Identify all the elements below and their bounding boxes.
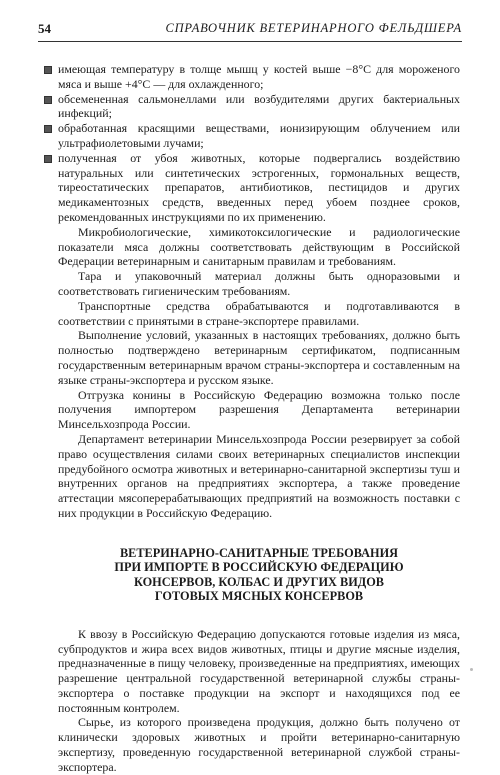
bullet-item [58,62,460,92]
paragraph: Транспортные средства обрабатываются и подготавливаются в соответствии с принятыми в стране-экспортере правилами. [58,298,460,328]
bullet-item [58,121,460,151]
bullet-list [58,62,460,225]
bullet-item [58,92,460,122]
bullet-text: обсемененная сальмонеллами или возбудителями других бактериальных инфекций; [58,91,460,121]
square-bullet-icon [44,66,52,74]
heading-line: ГОТОВЫХ МЯСНЫХ КОНСЕРВОВ [154,589,364,604]
running-title: СПРАВОЧНИК ВЕТЕРИНАРНОГО ФЕЛЬДШЕРА [165,21,462,35]
heading-line: ПРИ ИМПОРТЕ В РОССИЙСКУЮ ФЕДЕРАЦИЮ [114,560,404,575]
page-number: 54 [38,21,51,36]
scan-speck [470,668,473,671]
section-heading [88,546,430,604]
header-rule [38,41,462,42]
square-bullet-icon [44,125,52,133]
square-bullet-icon [44,96,52,104]
bullet-item [58,151,460,225]
paragraph: Сырье, из которого произведена продукция, должно быть получено от клинически здоровых животных и пройти ветеринарно-санитарную экспертизу, проведенную государственной ветеринарной службой страны-экспортера. [58,715,460,774]
page-body [58,62,460,775]
paragraph: Выполнение условий, указанных в настоящих требованиях, должно быть полностью подтверждено ветеринарным сертификатом, подписанным государственным ветеринарным врачом страны-экспортера и составленным на языке страны-экспортера и русском языке. [58,328,460,387]
paragraph: Отгрузка конины в Российскую Федерацию возможна только после получения импортером разрешения Департамента ветеринарии Минсельхозпрода России. [58,387,460,432]
bullet-text: имеющая температуру в толще мышц у костей выше −8°С для мороженого мяса и выше +4°С — для охлажденного; [58,62,460,91]
paragraph: Департамент ветеринарии Минсельхозпрода России резервирует за собой право осуществления силами своих ветеринарных специалистов инспекции предубойного осмотра животных и ветеринарно-санитарной экспертизы туш и внутренних органов на предприятиях экспортера, а также проведение аттестации мясоперерабатывающих предприятий на возможность поставки с них продукции в Российскую Федерацию. [58,431,460,520]
paragraph: К ввозу в Российскую Федерацию допускаются готовые изделия из мяса, субпродуктов и жира всех видов животных, птицы и другие мясные изделия, предназначенные в пищу человеку, произведенные на предприятиях, имеющих разрешение центральной государственной ветеринарной службы страны-экспортера о поставке продукции на экспорт и находящихся под ее постоянным контролем. [58,626,460,715]
heading-line: КОНСЕРВОВ, КОЛБАС И ДРУГИХ ВИДОВ [133,574,385,589]
page-header [38,21,462,39]
paragraph: Тара и упаковочный материал должны быть одноразовыми и соответствовать гигиеническим требованиям. [58,269,460,298]
heading-line: ВЕТЕРИНАРНО-САНИТАРНЫЕ ТРЕБОВАНИЯ [119,545,399,560]
bullet-text: обработанная красящими веществами, ионизирующим облучением или ультрафиолетовыми лучами; [58,121,460,150]
square-bullet-icon [44,155,52,163]
paragraph: Микробиологические, химикотоксилогические и радиологические показатели мяса должны соответствовать действующим в Российской Федерации ветеринарным и санитарным правилам и требованиям. [58,224,460,269]
bullet-text: полученная от убоя животных, которые подвергались воздействию натуральных или синтетических эстрогенных, гормональных веществ, тиреостатических препаратов, антибиотиков, пестицидов и других медикаментозных средств, введенных перед убоем позднее сроков, рекомендованных инструкциями по их применению. [58,150,460,224]
